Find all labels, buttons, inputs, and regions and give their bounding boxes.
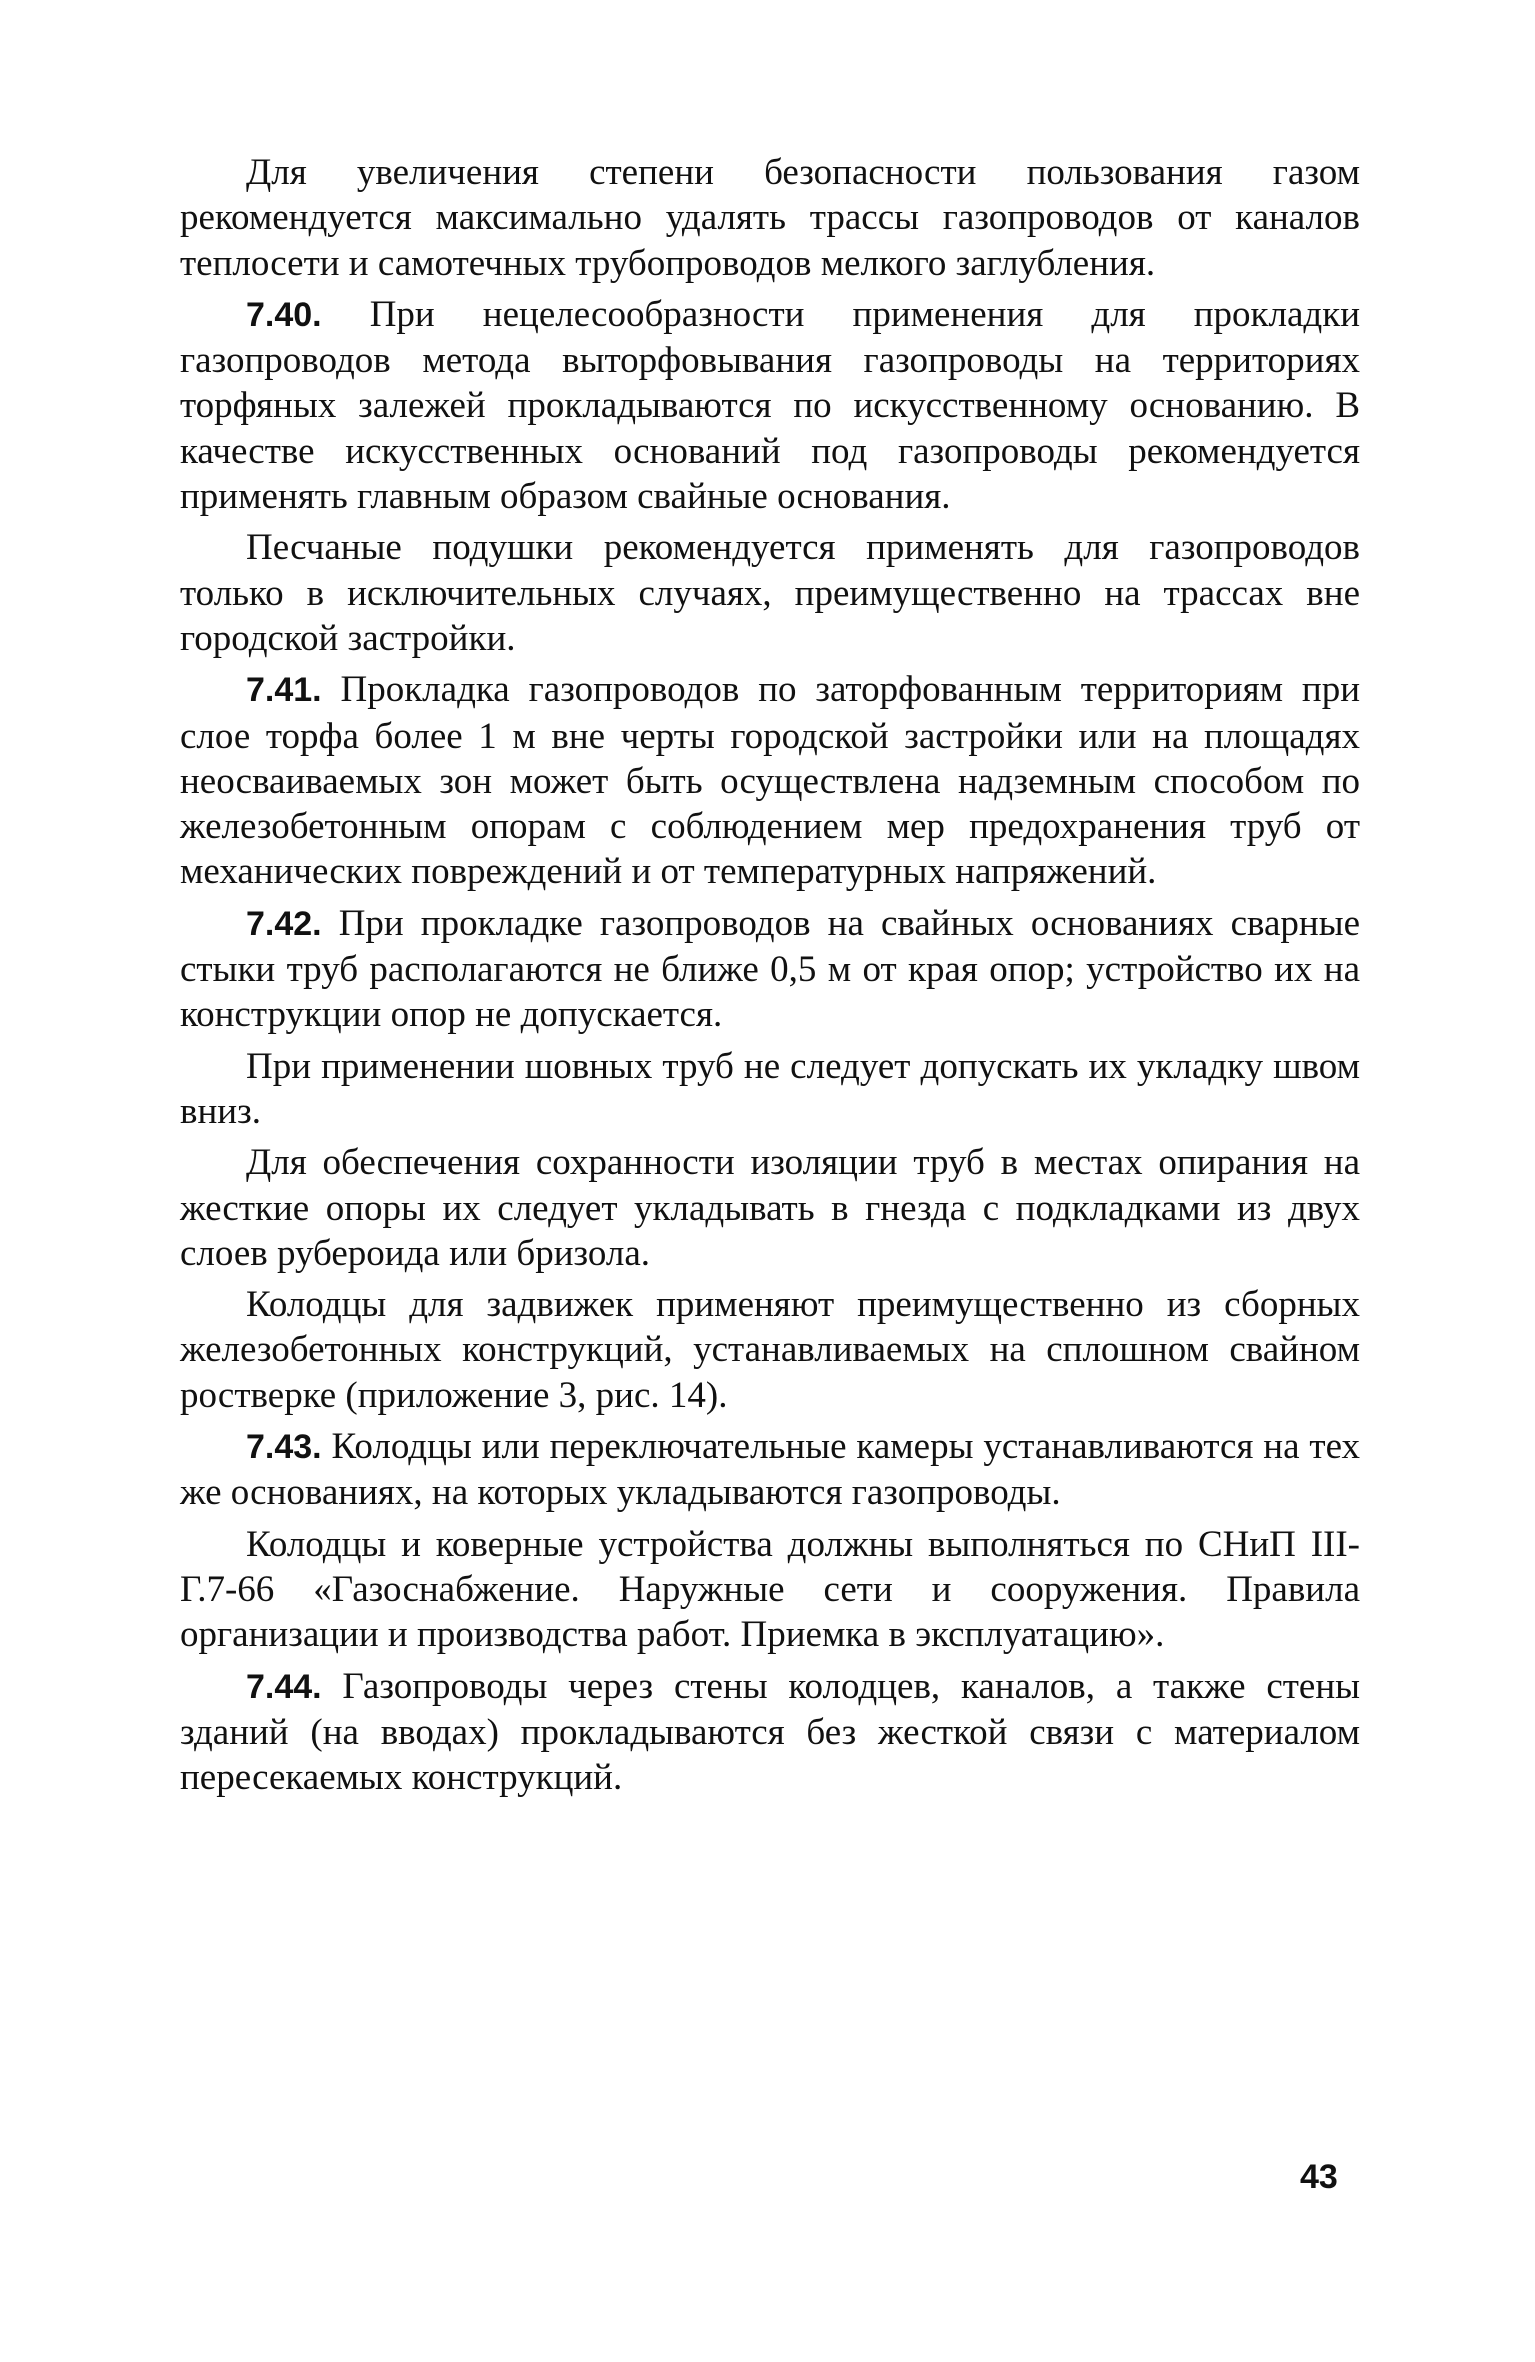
paragraph-text: Колодцы или переключательные камеры устанавливаются на тех же основаниях, на которых укладываются газопроводы. bbox=[180, 1426, 1361, 1514]
paragraph-text: При нецелесообразности применения для прокладки газопроводов метода выторфовывания газопроводы на территориях торфяных залежей прокладываются по искусственному основанию. В качестве искусственных оснований под газопроводы рекомендуется применять главным образом свайные основания. bbox=[180, 293, 1361, 518]
paragraph-text: При прокладке газопроводов на свайных основаниях сварные стыки труб располагаются не ближе 0,5 м от края опор; устройство их на конструкции опор не допускается. bbox=[180, 902, 1360, 1036]
paragraph-text: Колодцы и коверные устройства должны выполняться по СНиП III-Г.7-66 «Газоснабжение. Наружные сети и сооружения. Правила организации и производства работ. Приемка в эксплуатацию». bbox=[180, 1523, 1360, 1656]
page-number: 43 bbox=[1300, 2158, 1338, 2196]
paragraph-text: Газопроводы через стены колодцев, каналов, а также стены зданий (на вводах) прокладываются без жесткой связи с материалом пересекаемых конструкций. bbox=[180, 1665, 1361, 1799]
paragraph-seam-pipes bbox=[180, 1044, 1360, 1135]
clause-7-41 bbox=[180, 667, 1360, 894]
paragraph-valve-wells bbox=[180, 1282, 1360, 1418]
paragraph-text: Для увеличения степени безопасности пользования газом рекомендуется максимально удалять трассы газопроводов от каналов теплосети и самотечных трубопроводов мелкого заглубления. bbox=[180, 152, 1360, 284]
clause-number: 7.40. bbox=[246, 295, 322, 334]
paragraph-text: Для обеспечения сохранности изоляции труб в местах опирания на жесткие опоры их следует укладывать в гнезда с подкладками из двух слоев рубероида или бризола. bbox=[180, 1142, 1360, 1274]
clause-number: 7.42. bbox=[246, 904, 322, 943]
paragraph-text: При применении шовных труб не следует допускать их укладку швом вниз. bbox=[180, 1045, 1360, 1132]
clause-number: 7.43. bbox=[246, 1428, 322, 1467]
page-body bbox=[180, 150, 1360, 1800]
clause-7-42 bbox=[180, 901, 1360, 1038]
paragraph-text: Прокладка газопроводов по заторфованным территориям при слое торфа более 1 м вне черты городской застройки или на площадях неосваиваемых зон может быть осуществлена надземным способом по железобетонным опорам с соблюдением мер предохранения труб от механических повреждений и от температурных напряжений. bbox=[180, 669, 1360, 893]
clause-number: 7.41. bbox=[246, 671, 322, 710]
paragraph-snip-reference bbox=[180, 1522, 1360, 1658]
paragraph-text: Песчаные подушки рекомендуется применять для газопроводов только в исключительных случаях, преимущественно на трассах вне городской застройки. bbox=[180, 527, 1360, 659]
paragraph-sand-cushions bbox=[180, 525, 1360, 661]
paragraph-text: Колодцы для задвижек применяют преимущественно из сборных железобетонных конструкций, устанавливаемых на сплошном свайном ростверке (приложение 3, рис. 14). bbox=[180, 1284, 1360, 1416]
clause-number: 7.44. bbox=[246, 1667, 322, 1706]
clause-7-43 bbox=[180, 1424, 1360, 1516]
paragraph-insulation bbox=[180, 1140, 1360, 1276]
clause-7-44 bbox=[180, 1664, 1360, 1801]
clause-7-40 bbox=[180, 292, 1360, 519]
paragraph-gas-safety bbox=[180, 150, 1360, 286]
